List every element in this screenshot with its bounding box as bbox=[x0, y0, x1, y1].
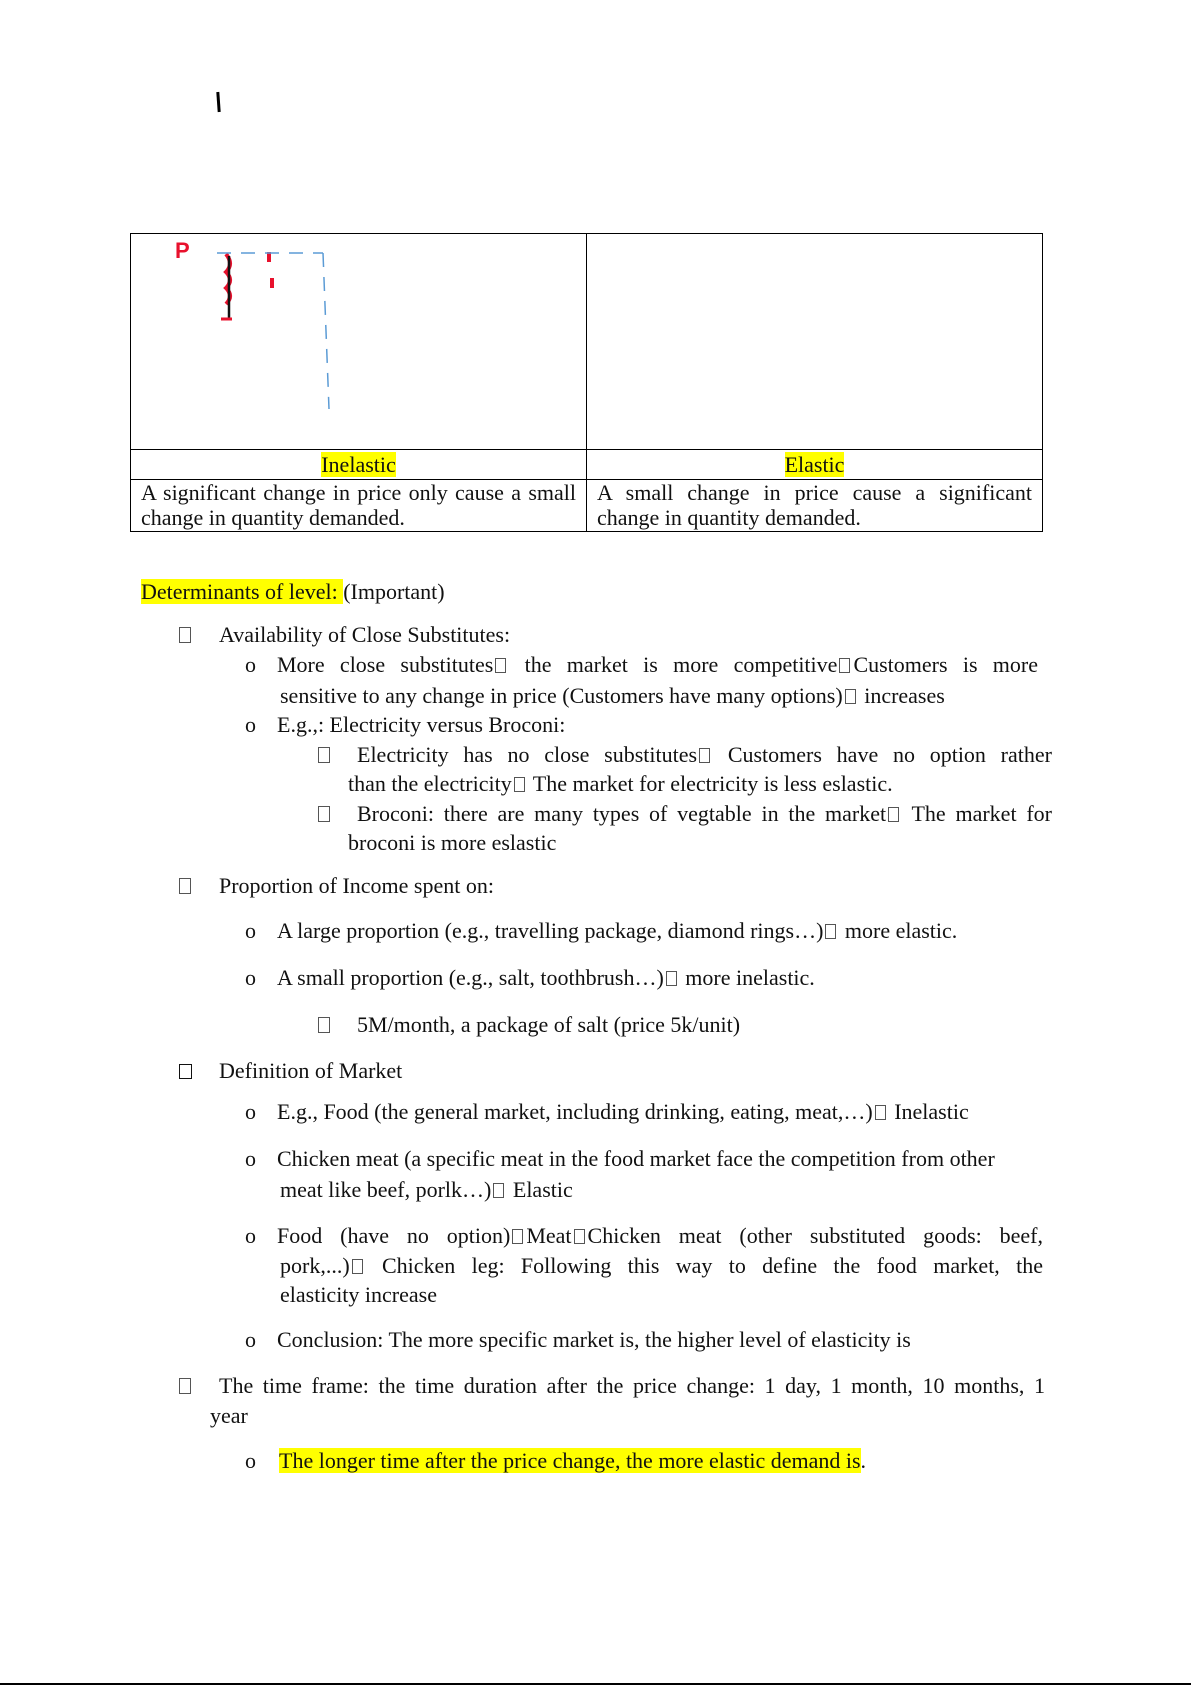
o-bullet: o bbox=[245, 1099, 256, 1124]
d4-a: The longer time after the price change, the more elastic demand is. bbox=[279, 1448, 867, 1473]
arrow-glyph-icon bbox=[845, 689, 856, 704]
dashed-guide-lines bbox=[217, 253, 329, 409]
checkbox-bullet-icon bbox=[179, 878, 191, 894]
d2-b: A small proportion (e.g., salt, toothbrush…) more inelastic. bbox=[277, 965, 815, 990]
arrow-glyph-icon bbox=[839, 658, 850, 673]
d3-b-line2: meat like beef, porlk…) Elastic bbox=[280, 1177, 573, 1202]
checkbox-bullet-icon bbox=[179, 1064, 192, 1079]
d1-b2-line2: broconi is more eslastic bbox=[348, 830, 557, 855]
d4-line1: The time frame: the time duration after the price change: 1 day, 1 month, 10 months, 1 bbox=[219, 1373, 1045, 1398]
handwritten-mark bbox=[216, 92, 220, 112]
elastic-graph-cell bbox=[587, 234, 1043, 450]
elastic-label: Elastic bbox=[784, 452, 845, 477]
heading-note: (Important) bbox=[343, 579, 445, 604]
o-bullet: o bbox=[245, 1146, 256, 1171]
d3-c-line2: pork,...) Chicken leg: Following this way to define the food market, the bbox=[280, 1253, 1043, 1278]
d1-a-line1: More close substitutes the market is more competitive Customers is more bbox=[277, 652, 1038, 677]
arrow-glyph-icon bbox=[352, 1259, 363, 1274]
arrow-glyph-icon bbox=[512, 1229, 523, 1244]
d1-title: Availability of Close Substitutes: bbox=[219, 622, 511, 647]
d1-b2-line1: Broconi: there are many types of vegtable in the market The market for bbox=[357, 801, 1052, 826]
d2-title: Proportion of Income spent on: bbox=[219, 873, 494, 898]
elastic-label-cell bbox=[587, 450, 1043, 480]
price-axis-annotation bbox=[175, 238, 274, 319]
elastic-description: A small change in price cause a significant change in quantity demanded. bbox=[587, 480, 1043, 532]
o-bullet: o bbox=[245, 1223, 256, 1248]
p-label: P bbox=[175, 238, 190, 263]
o-bullet: o bbox=[245, 1327, 256, 1352]
checkbox-bullet-icon bbox=[179, 627, 191, 643]
inelastic-label-cell bbox=[131, 450, 587, 480]
elasticity-comparison-table bbox=[130, 233, 1043, 532]
o-bullet: o bbox=[245, 918, 256, 943]
heading-highlight: Determinants of level: bbox=[141, 579, 344, 604]
checkbox-bullet-icon bbox=[318, 806, 330, 822]
d1-a-line2: sensitive to any change in price (Customers have many options) increases bbox=[280, 683, 945, 708]
d1-b1-line1: Electricity has no close substitutes Customers have no option rather bbox=[357, 742, 1052, 767]
o-bullet: o bbox=[245, 965, 256, 990]
inelastic-sketch bbox=[131, 234, 587, 449]
o-bullet: o bbox=[245, 1448, 256, 1473]
checkbox-bullet-icon bbox=[318, 747, 330, 763]
o-bullet: o bbox=[245, 652, 256, 677]
d2-a: A large proportion (e.g., travelling package, diamond rings…) more elastic. bbox=[277, 918, 958, 943]
arrow-glyph-icon bbox=[825, 924, 836, 939]
d4-a-highlight: The longer time after the price change, the more elastic demand is bbox=[279, 1448, 861, 1473]
arrow-glyph-icon bbox=[493, 1183, 504, 1198]
arrow-glyph-icon bbox=[666, 971, 677, 986]
d3-b-line1: Chicken meat (a specific meat in the food market face the competition from other bbox=[277, 1146, 995, 1171]
inelastic-graph-cell bbox=[131, 234, 587, 450]
o-bullet: o bbox=[245, 712, 256, 737]
arrow-glyph-icon bbox=[699, 748, 710, 763]
d2-c: 5M/month, a package of salt (price 5k/unit) bbox=[357, 1012, 741, 1037]
d3-c-line1: Food (have no option) Meat Chicken meat (other substituted goods: beef, bbox=[277, 1223, 1043, 1248]
checkbox-bullet-icon bbox=[179, 1378, 191, 1394]
arrow-glyph-icon bbox=[514, 777, 525, 792]
arrow-glyph-icon bbox=[574, 1229, 585, 1244]
arrow-glyph-icon bbox=[888, 807, 899, 822]
checkbox-bullet-icon bbox=[318, 1017, 330, 1033]
d3-d: Conclusion: The more specific market is, the higher level of elasticity is bbox=[277, 1327, 911, 1352]
d4-line2: year bbox=[210, 1403, 248, 1428]
inelastic-description: A significant change in price only cause a small change in quantity demanded. bbox=[131, 480, 587, 532]
arrow-glyph-icon bbox=[495, 658, 506, 673]
d3-a: E.g., Food (the general market, including drinking, eating, meat,…) Inelastic bbox=[277, 1099, 969, 1124]
d3-title: Definition of Market bbox=[219, 1058, 403, 1083]
d1-b1-line2: than the electricity The market for electricity is less eslastic. bbox=[348, 771, 893, 796]
section-heading bbox=[141, 577, 445, 606]
arrow-glyph-icon bbox=[875, 1105, 886, 1120]
d1-b-title: E.g.,: Electricity versus Broconi: bbox=[277, 712, 566, 737]
d3-c-line3: elasticity increase bbox=[280, 1282, 437, 1307]
inelastic-label: Inelastic bbox=[321, 452, 396, 477]
